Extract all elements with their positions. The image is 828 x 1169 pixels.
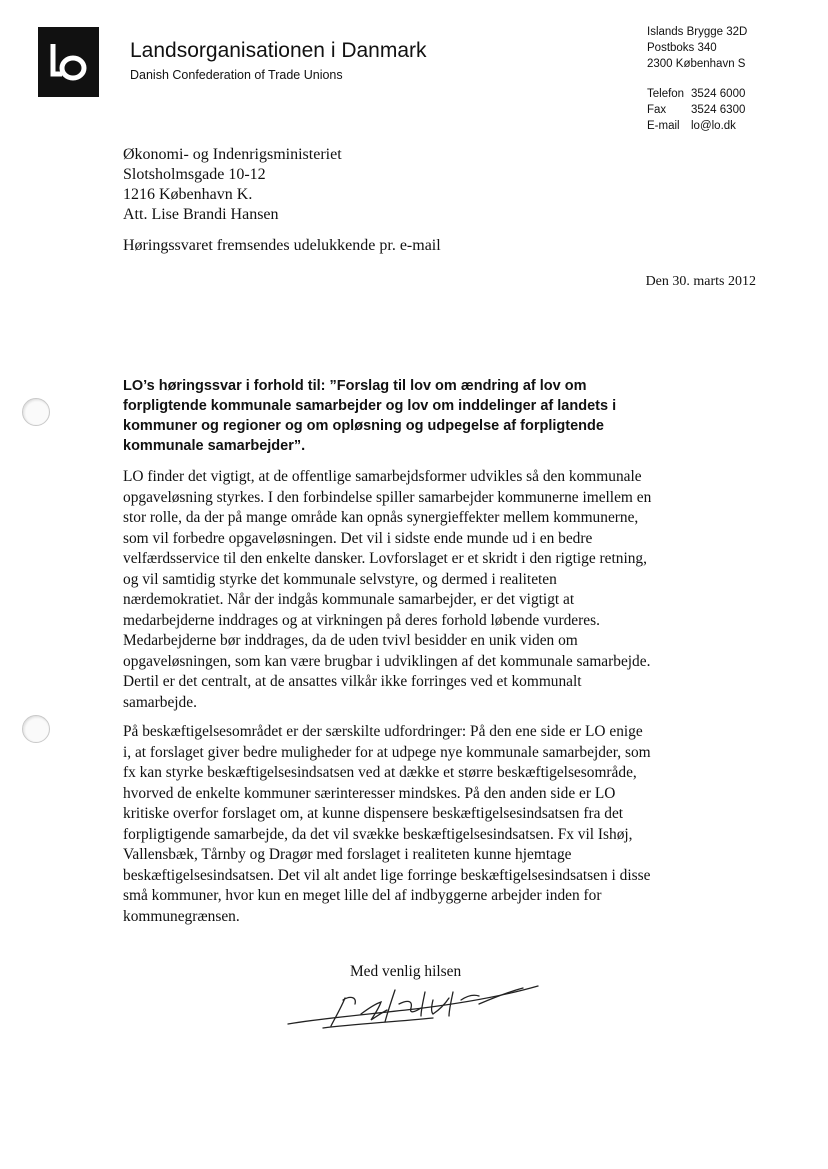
text-line: små kommuner, hvor kun en meget lille del af indbyggerne arbejder inden for [123, 887, 602, 904]
recipient-line: Økonomi- og Indenrigsministeriet [123, 146, 342, 163]
lo-logo [38, 27, 99, 97]
text-line: stor rolle, da der på mange område kan opnås synergieffekter mellem kommunerne, [123, 509, 639, 526]
fax-row [647, 102, 747, 118]
organization-name: Landsorganisationen i Danmark [130, 39, 427, 62]
text-line: forpligtigende samarbejde, da det vil svække beskæftigelsesindsatsen. Fx vil Ishøj, [123, 825, 633, 843]
text-line: hvorved de enkelte kommuner særinteresser mindskes. På den anden side er LO [123, 784, 616, 802]
text-line: nærdemokratiet. Når der indgås kommunale samarbejder, er det vigtigt at [123, 591, 575, 608]
text-line: Vallensbæk, Tårnby og Dragør med forslaget i realiteten kunne hjemtage [123, 846, 572, 863]
address-line: 2300 København S [647, 58, 746, 70]
phone-value: 3524 6000 [691, 88, 746, 100]
text-line: samarbejde. [123, 693, 197, 711]
punch-hole [22, 398, 50, 426]
text-line: På beskæftigelsesområdet er der særskilte udfordringer: På den ene side er LO enige [123, 723, 643, 740]
text-line: Medarbejderne bør inddrages, da de uden tvivl besidder en unik viden om [123, 632, 578, 649]
text-line: opgaveløsningen, som kan være brugbar i udviklingen af det kommunale samarbejde. [123, 652, 651, 670]
email-label: E-mail [647, 120, 680, 132]
text-line: beskæftigelsesindsatsen. Det vil alt andet lige forringe beskæftigelsesindsatsen i disse [123, 866, 651, 884]
punch-hole [22, 715, 50, 743]
fax-value: 3524 6300 [691, 104, 746, 116]
text-line: LO finder det vigtigt, at de offentlige samarbejdsformer udvikles så den kommunale [123, 468, 642, 485]
recipient-line: 1216 København K. [123, 186, 253, 203]
heading-line: kommunale samarbejder”. [123, 438, 306, 454]
text-line: i, at forslaget giver bedre muligheder for at udpege nye kommunale samarbejder, som [123, 743, 651, 761]
subject-heading [123, 376, 643, 456]
body-paragraph-2 [123, 722, 713, 927]
email-note: Høringssvaret fremsendes udelukkende pr. e-mail [123, 237, 441, 254]
text-line: opgaveløsning styrkes. I den forbindelse spiller samarbejder kommunerne imellem en [123, 488, 652, 506]
address-line: Islands Brygge 32D [647, 26, 748, 38]
heading-line: kommuner og regioner og om opløsning og udpegelse af forpligtende [123, 418, 604, 434]
recipient-address [123, 145, 342, 225]
phone-row [647, 86, 747, 102]
text-line: og vil samtidig styrke det kommunale selvstyre, og dermed i realiteten [123, 570, 557, 588]
organization-subtitle: Danish Confederation of Trade Unions [130, 68, 343, 82]
fax-label: Fax [647, 104, 667, 116]
text-line: Dertil er det centralt, at de ansattes vilkår ikke forringes ved et kommunalt [123, 673, 582, 690]
body-paragraph-1 [123, 467, 713, 713]
text-line: velfærdsservice til den enkelte dansker. Lovforslaget er et skridt i den rigtige retning, [123, 550, 647, 567]
heading-line: forpligtende kommunale samarbejder og lov om inddelinger af landets i [123, 398, 617, 414]
phone-label: Telefon [647, 88, 685, 100]
address-line: Postboks 340 [647, 42, 717, 54]
letter-date: Den 30. marts 2012 [645, 274, 756, 289]
contact-block [647, 24, 747, 134]
organization-block [130, 38, 427, 84]
closing-greeting: Med venlig hilsen [350, 963, 462, 980]
text-line: fx kan styrke beskæftigelsesindsatsen ved at dække et større beskæftigelsesområde, [123, 764, 637, 781]
text-line: som vil forbedre opgaveløsningen. Det vil i sidste ende munde ud i en bedre [123, 529, 593, 547]
heading-line: LO’s høringssvar i forhold til: ”Forslag til lov om ændring af lov om [123, 378, 587, 394]
text-line: kommunegrænsen. [123, 907, 240, 925]
handwritten-signature [283, 978, 543, 1038]
recipient-line: Att. Lise Brandi Hansen [123, 206, 279, 223]
email-row [647, 118, 747, 134]
text-line: medarbejderne inddrages og at virkningen på deres forhold løbende vurderes. [123, 611, 600, 629]
text-line: kritiske overfor forslaget om, at kunne dispensere beskæftigelsesindsatsen fra det [123, 805, 624, 822]
recipient-line: Slotsholmsgade 10-12 [123, 166, 266, 183]
email-value: lo@lo.dk [691, 120, 736, 132]
